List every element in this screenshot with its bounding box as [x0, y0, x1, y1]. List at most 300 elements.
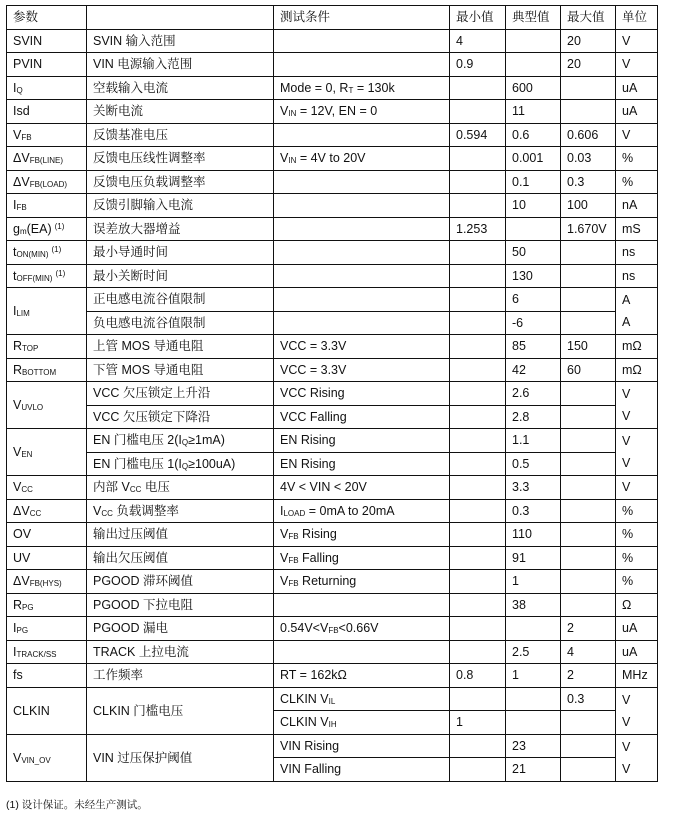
max-value: [561, 241, 616, 265]
table-row: [7, 687, 658, 711]
table-row: [7, 617, 658, 641]
table-row: [7, 523, 658, 547]
unit: V: [616, 476, 658, 500]
max-value: [561, 476, 616, 500]
max-value: [561, 452, 616, 476]
param-symbol: $R_{BOTTOM}$: [7, 358, 87, 382]
max-value: 2: [561, 617, 616, 641]
test-condition: CLKIN $V_{IL}$: [274, 687, 450, 711]
param-description: 反馈引脚输入电流: [87, 194, 274, 218]
typ-value: [506, 711, 561, 735]
table-row: [7, 405, 658, 429]
param-symbol: $V_{VIN\_OV}$: [7, 734, 87, 781]
param-symbol: OV: [7, 523, 87, 547]
subscript: CC: [129, 485, 142, 495]
typ-value: 110: [506, 523, 561, 547]
unit: [616, 687, 658, 734]
table-row: [7, 288, 658, 312]
typ-value: 50: [506, 241, 561, 265]
test-condition: [274, 288, 450, 312]
subscript: IH: [328, 720, 337, 730]
test-condition: EN Rising: [274, 429, 450, 453]
subscript: LOAD: [283, 508, 306, 518]
unit-label: V: [622, 761, 631, 776]
typ-value: 6: [506, 288, 561, 312]
header-desc: [87, 6, 274, 30]
unit: Ω: [616, 593, 658, 617]
min-value: [450, 405, 506, 429]
max-value: [561, 734, 616, 758]
param-description: 工作频率: [87, 664, 274, 688]
max-value: [561, 570, 616, 594]
param-symbol: CLKIN: [7, 687, 87, 734]
test-condition: $0.54V<V_{FB}<0.66V$: [274, 617, 450, 641]
unit: ns: [616, 241, 658, 265]
min-value: [450, 758, 506, 782]
typ-value: 1: [506, 570, 561, 594]
subscript: UVLO: [21, 403, 44, 412]
subscript: IL: [328, 696, 336, 706]
test-condition: VIN Falling: [274, 758, 450, 782]
min-value: [450, 311, 506, 335]
min-value: [450, 170, 506, 194]
param-description: VCC 欠压锁定上升沿: [87, 382, 274, 406]
test-condition: VCC = 3.3V: [274, 358, 450, 382]
typ-value: 2.5: [506, 640, 561, 664]
param-symbol: $V_{CC}$: [7, 476, 87, 500]
param-symbol: $\Delta V_{FB(LOAD)}$: [7, 170, 87, 194]
subscript: IN: [288, 109, 297, 119]
min-value: 1.253: [450, 217, 506, 241]
min-value: [450, 335, 506, 359]
unit-stack: [622, 289, 657, 333]
subscript: Q: [16, 85, 23, 95]
test-condition: [274, 640, 450, 664]
table-row: [7, 217, 658, 241]
max-value: [561, 429, 616, 453]
min-value: 0.9: [450, 53, 506, 77]
min-value: [450, 288, 506, 312]
typ-value: -6: [506, 311, 561, 335]
typ-value: [506, 617, 561, 641]
param-symbol: Isd: [7, 100, 87, 124]
table-row: [7, 570, 658, 594]
table-row: [7, 76, 658, 100]
param-description: 负电感电流谷值限制: [87, 311, 274, 335]
typ-value: 23: [506, 734, 561, 758]
typ-value: 2.8: [506, 405, 561, 429]
param-description: 上管 MOS 导通电阻: [87, 335, 274, 359]
test-condition: RT = 162kΩ: [274, 664, 450, 688]
unit-label: V: [622, 387, 631, 401]
typ-value: [506, 687, 561, 711]
unit-label: V: [622, 409, 631, 423]
max-value: 20: [561, 53, 616, 77]
subscript: OFF(MIN): [16, 273, 53, 283]
max-value: 1.670V: [561, 217, 616, 241]
typ-value: [506, 53, 561, 77]
subscript: FB: [288, 579, 299, 589]
max-value: [561, 382, 616, 406]
test-condition: [274, 264, 450, 288]
min-value: [450, 100, 506, 124]
subscript: IN: [288, 156, 297, 166]
subscript: FB(HYS): [29, 579, 62, 589]
param-symbol: $V_{EN}$: [7, 429, 87, 476]
subscript: FB: [288, 555, 299, 565]
param-symbol: PVIN: [7, 53, 87, 77]
min-value: [450, 194, 506, 218]
test-condition: CLKIN $V_{IH}$: [274, 711, 450, 735]
max-value: [561, 264, 616, 288]
param-description: $V_{CC}$ 负载调整率: [87, 499, 274, 523]
header-unit: 单位: [616, 6, 658, 30]
max-value: 150: [561, 335, 616, 359]
max-value: 0.3: [561, 170, 616, 194]
unit: %: [616, 170, 658, 194]
unit: uA: [616, 100, 658, 124]
max-value: [561, 100, 616, 124]
max-value: [561, 593, 616, 617]
min-value: 0.594: [450, 123, 506, 147]
min-value: [450, 382, 506, 406]
param-description: 误差放大器增益: [87, 217, 274, 241]
electrical-characteristics-table: [6, 5, 658, 782]
unit: mS: [616, 217, 658, 241]
param-symbol: $\Delta V_{CC}$: [7, 499, 87, 523]
subscript: LIM: [16, 309, 30, 318]
min-value: 0.8: [450, 664, 506, 688]
param-description: EN 门槛电压 $2(I_Q\ge 1mA)$: [87, 429, 274, 453]
subscript: Q: [181, 438, 189, 448]
typ-value: 1.1: [506, 429, 561, 453]
unit: %: [616, 523, 658, 547]
unit-label: V: [622, 692, 631, 707]
max-value: [561, 546, 616, 570]
unit: [616, 288, 658, 335]
param-description: VIN 过压保护阈值: [87, 734, 274, 781]
typ-value: 130: [506, 264, 561, 288]
unit: [616, 734, 658, 781]
table-row: [7, 640, 658, 664]
subscript: PG: [16, 626, 29, 636]
subscript: PG: [22, 602, 34, 612]
subscript: EN: [21, 450, 33, 459]
max-value: 4: [561, 640, 616, 664]
test-condition: EN Rising: [274, 452, 450, 476]
footnote: (1) 设计保证。未经生产测试。: [6, 799, 148, 811]
unit: %: [616, 499, 658, 523]
param-symbol: $V_{UVLO}$: [7, 382, 87, 429]
max-value: 0.03: [561, 147, 616, 171]
param-symbol: $g_m(EA)$ $^{(1)}$: [7, 217, 87, 241]
typ-value: 0.5: [506, 452, 561, 476]
max-value: [561, 499, 616, 523]
subscript: FB(LINE): [29, 156, 64, 166]
unit: mΩ: [616, 358, 658, 382]
max-value: 20: [561, 29, 616, 53]
test-condition: [274, 53, 450, 77]
min-value: 1: [450, 711, 506, 735]
unit: uA: [616, 76, 658, 100]
subscript: m: [19, 226, 27, 236]
unit-stack: [622, 736, 657, 780]
table-row: [7, 476, 658, 500]
param-symbol: $I_{LIM}$: [7, 288, 87, 335]
table-row: [7, 734, 658, 758]
param-description: PGOOD 滞环阈值: [87, 570, 274, 594]
param-description: CLKIN 门槛电压: [87, 687, 274, 734]
min-value: [450, 546, 506, 570]
table-row: [7, 170, 658, 194]
min-value: [450, 523, 506, 547]
max-value: [561, 288, 616, 312]
param-description: TRACK 上拉电流: [87, 640, 274, 664]
param-description: EN 门槛电压 $1(I_Q\ge 100uA)$: [87, 452, 274, 476]
typ-value: 21: [506, 758, 561, 782]
subscript: CC: [29, 508, 42, 518]
param-symbol: $\Delta V_{FB(HYS)}$: [7, 570, 87, 594]
unit-label: A: [622, 293, 631, 307]
min-value: [450, 358, 506, 382]
header-max: 最大值: [561, 6, 616, 30]
min-value: [450, 570, 506, 594]
test-condition: VCC Falling: [274, 405, 450, 429]
min-value: [450, 429, 506, 453]
test-condition: $V_{FB}$ Falling: [274, 546, 450, 570]
typ-value: 10: [506, 194, 561, 218]
test-condition: [274, 29, 450, 53]
table-row: [7, 241, 658, 265]
test-condition: VCC Rising: [274, 382, 450, 406]
table-row: [7, 593, 658, 617]
typ-value: 85: [506, 335, 561, 359]
param-description: 正电感电流谷值限制: [87, 288, 274, 312]
table-row: [7, 452, 658, 476]
test-condition: 4V < VIN < 20V: [274, 476, 450, 500]
unit-label: V: [622, 456, 631, 470]
param-symbol: $V_{FB}$: [7, 123, 87, 147]
table-row: [7, 664, 658, 688]
unit-label: V: [622, 434, 631, 448]
test-condition: [274, 311, 450, 335]
min-value: [450, 241, 506, 265]
max-value: [561, 311, 616, 335]
table-row: [7, 311, 658, 335]
subscript: Q: [181, 461, 189, 471]
test-condition: Mode = 0, $R_T = 130k$: [274, 76, 450, 100]
param-symbol: $t_{ON(MIN)}^{(1)}$: [7, 241, 87, 265]
table-row: [7, 100, 658, 124]
param-description: 反馈电压线性调整率: [87, 147, 274, 171]
unit: V: [616, 53, 658, 77]
table-row: [7, 335, 658, 359]
min-value: [450, 452, 506, 476]
unit: V: [616, 123, 658, 147]
typ-value: 38: [506, 593, 561, 617]
typ-value: 0.001: [506, 147, 561, 171]
max-value: [561, 711, 616, 735]
param-symbol: $I_Q$: [7, 76, 87, 100]
param-description: 最小导通时间: [87, 241, 274, 265]
test-condition: [274, 217, 450, 241]
subscript: TOP: [22, 344, 39, 354]
param-description: VIN 电源输入范围: [87, 53, 274, 77]
test-condition: [274, 593, 450, 617]
unit: V: [616, 29, 658, 53]
min-value: [450, 640, 506, 664]
param-symbol: $I_{PG}$: [7, 617, 87, 641]
header-condition: 测试条件: [274, 6, 450, 30]
test-condition: $V_{FB}$ Rising: [274, 523, 450, 547]
table-row: [7, 264, 658, 288]
param-symbol: fs: [7, 664, 87, 688]
table-row: [7, 358, 658, 382]
subscript: FB: [328, 626, 339, 636]
param-description: 最小关断时间: [87, 264, 274, 288]
param-description: 输出过压阈值: [87, 523, 274, 547]
subscript: FB: [16, 203, 27, 213]
unit-stack: [622, 430, 657, 474]
typ-value: [506, 217, 561, 241]
typ-value: 0.3: [506, 499, 561, 523]
test-condition: [274, 194, 450, 218]
subscript: FB: [288, 532, 299, 542]
param-description: 反馈电压负载调整率: [87, 170, 274, 194]
min-value: [450, 264, 506, 288]
min-value: [450, 617, 506, 641]
footnote-ref: (1): [54, 221, 65, 231]
param-symbol: $I_{TRACK/SS}$: [7, 640, 87, 664]
param-symbol: $R_{PG}$: [7, 593, 87, 617]
test-condition: [274, 241, 450, 265]
table-row: [7, 147, 658, 171]
min-value: [450, 593, 506, 617]
param-description: 下管 MOS 导通电阻: [87, 358, 274, 382]
table-row: [7, 546, 658, 570]
footnote-ref: (1): [55, 268, 66, 278]
unit: [616, 429, 658, 476]
header-row: [7, 6, 658, 30]
max-value: 2: [561, 664, 616, 688]
subscript: TRACK/SS: [16, 649, 57, 659]
header-param: 参数: [7, 6, 87, 30]
table-row: [7, 29, 658, 53]
footnote-ref: (1): [51, 245, 62, 255]
param-description: 输出欠压阈值: [87, 546, 274, 570]
test-condition: $V_{FB}$ Returning: [274, 570, 450, 594]
table-row: [7, 194, 658, 218]
param-symbol: UV: [7, 546, 87, 570]
typ-value: 2.6: [506, 382, 561, 406]
subscript: T: [348, 85, 354, 95]
typ-value: 600: [506, 76, 561, 100]
header-typ: 典型值: [506, 6, 561, 30]
test-condition: $V_{IN} = 12V$, EN = 0: [274, 100, 450, 124]
table-row: [7, 123, 658, 147]
subscript: FB: [21, 132, 32, 142]
max-value: [561, 405, 616, 429]
test-condition: [274, 123, 450, 147]
typ-value: 1: [506, 664, 561, 688]
param-description: 关断电流: [87, 100, 274, 124]
unit: uA: [616, 617, 658, 641]
unit: [616, 382, 658, 429]
unit: mΩ: [616, 335, 658, 359]
min-value: [450, 734, 506, 758]
subscript: FB(LOAD): [29, 179, 68, 189]
unit: %: [616, 147, 658, 171]
typ-value: 3.3: [506, 476, 561, 500]
test-condition: VIN Rising: [274, 734, 450, 758]
subscript: CC: [101, 508, 113, 518]
unit: nA: [616, 194, 658, 218]
unit: %: [616, 570, 658, 594]
unit-label: V: [622, 714, 631, 729]
param-symbol: $R_{TOP}$: [7, 335, 87, 359]
min-value: [450, 147, 506, 171]
param-symbol: $\Delta V_{FB(LINE)}$: [7, 147, 87, 171]
table-row: [7, 429, 658, 453]
test-condition: $V_{IN} = 4V$ to 20V: [274, 147, 450, 171]
param-description: 空载输入电流: [87, 76, 274, 100]
max-value: [561, 758, 616, 782]
table-row: [7, 53, 658, 77]
unit: MHz: [616, 664, 658, 688]
subscript: ON(MIN): [16, 250, 49, 260]
unit-label: V: [622, 739, 631, 754]
typ-value: 91: [506, 546, 561, 570]
param-symbol: SVIN: [7, 29, 87, 53]
test-condition: $I_{LOAD} = 0mA$ to 20mA: [274, 499, 450, 523]
unit: %: [616, 546, 658, 570]
unit-stack: [622, 383, 657, 427]
min-value: 4: [450, 29, 506, 53]
min-value: [450, 76, 506, 100]
min-value: [450, 499, 506, 523]
min-value: [450, 687, 506, 711]
unit-stack: [622, 689, 657, 733]
param-description: VCC 欠压锁定下降沿: [87, 405, 274, 429]
param-description: PGOOD 漏电: [87, 617, 274, 641]
max-value: 100: [561, 194, 616, 218]
max-value: 60: [561, 358, 616, 382]
table-row: [7, 382, 658, 406]
typ-value: 0.6: [506, 123, 561, 147]
subscript: CC: [21, 485, 33, 495]
param-description: 内部 $V_{CC}$ 电压: [87, 476, 274, 500]
unit: uA: [616, 640, 658, 664]
header-min: 最小值: [450, 6, 506, 30]
table-row: [7, 499, 658, 523]
typ-value: [506, 29, 561, 53]
param-description: PGOOD 下拉电阻: [87, 593, 274, 617]
param-symbol: $t_{OFF(MIN)}^{(1)}$: [7, 264, 87, 288]
min-value: [450, 476, 506, 500]
typ-value: 0.1: [506, 170, 561, 194]
param-description: 反馈基准电压: [87, 123, 274, 147]
max-value: 0.606: [561, 123, 616, 147]
test-condition: VCC = 3.3V: [274, 335, 450, 359]
subscript: VIN_OV: [21, 755, 51, 765]
param-description: SVIN 输入范围: [87, 29, 274, 53]
typ-value: 42: [506, 358, 561, 382]
unit-label: A: [622, 315, 631, 329]
test-condition: [274, 170, 450, 194]
unit: ns: [616, 264, 658, 288]
max-value: [561, 76, 616, 100]
typ-value: 11: [506, 100, 561, 124]
